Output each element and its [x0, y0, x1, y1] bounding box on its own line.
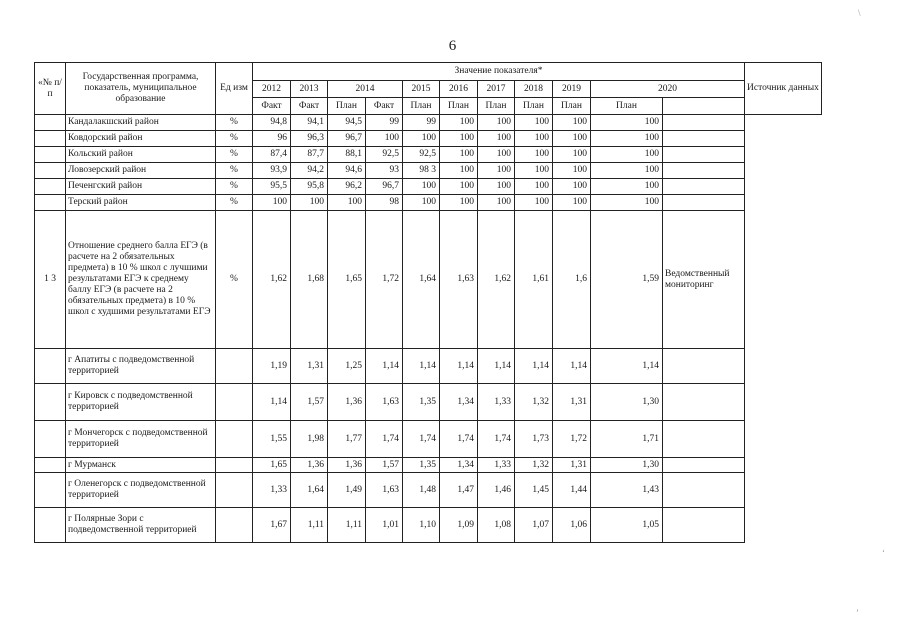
- row-num: [35, 421, 66, 458]
- row-value: 96,3: [291, 131, 328, 147]
- table-row: [35, 147, 822, 163]
- row-unit: %: [216, 131, 253, 147]
- row-name: Ловозерский район: [66, 163, 216, 179]
- row-name: г Полярные Зори с подведомственной территорией: [66, 508, 216, 543]
- row-value: 100: [515, 195, 553, 211]
- row-value: 1,14: [253, 384, 291, 421]
- table-row: [35, 384, 822, 421]
- row-value: 94,8: [253, 115, 291, 131]
- row-value: 1,31: [291, 349, 328, 384]
- header-num: «№ п/п: [35, 63, 66, 115]
- row-value: 1,74: [366, 421, 403, 458]
- row-value: 99: [366, 115, 403, 131]
- indicator-source: Ведомственный мониторинг: [663, 211, 745, 349]
- header-type: Факт: [253, 98, 291, 115]
- row-unit: [216, 473, 253, 508]
- indicator-value: 1,59: [591, 211, 663, 349]
- row-name: г Оленегорск с подведомственной территорией: [66, 473, 216, 508]
- row-value: 1,11: [328, 508, 366, 543]
- table-row: [35, 163, 822, 179]
- row-name: Кандалакшский район: [66, 115, 216, 131]
- indicator-value: 1,63: [440, 211, 478, 349]
- row-value: 100: [591, 195, 663, 211]
- row-value: 100: [403, 195, 440, 211]
- header-source: Источник данных: [745, 63, 822, 115]
- row-value: 1,73: [515, 421, 553, 458]
- row-source: [663, 458, 745, 473]
- row-value: 100: [291, 195, 328, 211]
- row-source: [663, 179, 745, 195]
- row-value: 1,32: [515, 384, 553, 421]
- row-value: 96,2: [328, 179, 366, 195]
- header-year: 2015: [403, 81, 440, 98]
- row-value: 1,98: [291, 421, 328, 458]
- row-value: 1,08: [478, 508, 515, 543]
- indicator-unit: %: [216, 211, 253, 349]
- row-value: 1,33: [478, 384, 515, 421]
- row-value: 94,5: [328, 115, 366, 131]
- header-type: План: [478, 98, 515, 115]
- header-year: 2018: [515, 81, 553, 98]
- row-unit: %: [216, 147, 253, 163]
- header-year: 2020: [591, 81, 745, 98]
- row-value: 95,8: [291, 179, 328, 195]
- page-number: 6: [448, 38, 457, 54]
- row-value: 1,05: [591, 508, 663, 543]
- row-num: [35, 163, 66, 179]
- row-value: 1,19: [253, 349, 291, 384]
- row-value: 1,67: [253, 508, 291, 543]
- row-unit: [216, 349, 253, 384]
- table-row: [35, 508, 822, 543]
- row-value: 1,01: [366, 508, 403, 543]
- row-value: 100: [366, 131, 403, 147]
- row-unit: [216, 508, 253, 543]
- row-value: 92,5: [403, 147, 440, 163]
- row-value: 100: [478, 131, 515, 147]
- header-type: План: [440, 98, 478, 115]
- row-unit: [216, 421, 253, 458]
- table-row: [35, 131, 822, 147]
- row-value: 100: [440, 179, 478, 195]
- row-unit: %: [216, 179, 253, 195]
- row-value: 96,7: [366, 179, 403, 195]
- row-value: 100: [253, 195, 291, 211]
- header-unit: Ед изм: [216, 63, 253, 115]
- row-value: 100: [515, 147, 553, 163]
- row-value: 100: [440, 115, 478, 131]
- row-value: 1,30: [591, 384, 663, 421]
- row-value: 96: [253, 131, 291, 147]
- row-value: 94,6: [328, 163, 366, 179]
- row-value: 1,72: [553, 421, 591, 458]
- row-unit: [216, 384, 253, 421]
- row-value: 100: [515, 131, 553, 147]
- row-source: [663, 195, 745, 211]
- row-value: 1,36: [291, 458, 328, 473]
- row-value: 1,32: [515, 458, 553, 473]
- indicator-value: 1,61: [515, 211, 553, 349]
- row-value: 1,34: [440, 384, 478, 421]
- row-value: 1,43: [591, 473, 663, 508]
- row-value: 88,1: [328, 147, 366, 163]
- row-value: 1,25: [328, 349, 366, 384]
- row-value: 94,1: [291, 115, 328, 131]
- indicator-value: 1,62: [253, 211, 291, 349]
- row-name: г Апатиты с подведомственной территорией: [66, 349, 216, 384]
- row-value: 1,07: [515, 508, 553, 543]
- row-value: 1,64: [291, 473, 328, 508]
- row-name: г Мончегорск с подведомственной территорией: [66, 421, 216, 458]
- row-value: 95,5: [253, 179, 291, 195]
- row-value: 1,44: [553, 473, 591, 508]
- row-value: 1,74: [403, 421, 440, 458]
- row-value: 100: [403, 179, 440, 195]
- indicator-value: 1,64: [403, 211, 440, 349]
- row-value: 100: [553, 147, 591, 163]
- row-value: 100: [515, 115, 553, 131]
- row-value: 99: [403, 115, 440, 131]
- scan-mark: ’: [856, 608, 859, 618]
- row-value: 1,35: [403, 458, 440, 473]
- indicator-table: [34, 62, 822, 543]
- table-row: [35, 115, 822, 131]
- row-value: 100: [591, 147, 663, 163]
- row-num: [35, 384, 66, 421]
- row-value: 1,31: [553, 384, 591, 421]
- row-value: 1,33: [478, 458, 515, 473]
- row-unit: %: [216, 115, 253, 131]
- row-value: 1,33: [253, 473, 291, 508]
- row-value: 94,2: [291, 163, 328, 179]
- indicator-value: 1,68: [291, 211, 328, 349]
- row-value: 1,10: [403, 508, 440, 543]
- header-type: План: [403, 98, 440, 115]
- scan-mark: ‘: [882, 548, 885, 558]
- indicator-value: 1,72: [366, 211, 403, 349]
- row-num: [35, 458, 66, 473]
- row-value: 1,36: [328, 384, 366, 421]
- row-value: 1,46: [478, 473, 515, 508]
- indicator-row: [35, 211, 822, 349]
- row-value: 100: [478, 115, 515, 131]
- row-unit: %: [216, 195, 253, 211]
- row-value: 100: [553, 163, 591, 179]
- row-value: 100: [515, 179, 553, 195]
- row-num: [35, 473, 66, 508]
- row-value: 93,9: [253, 163, 291, 179]
- row-value: 100: [515, 163, 553, 179]
- row-value: 93: [366, 163, 403, 179]
- row-value: 1,65: [253, 458, 291, 473]
- row-value: 1,63: [366, 473, 403, 508]
- row-value: 87,7: [291, 147, 328, 163]
- row-value: 92,5: [366, 147, 403, 163]
- row-value: 100: [478, 163, 515, 179]
- row-value: 1,36: [328, 458, 366, 473]
- table-row: [35, 195, 822, 211]
- row-num: [35, 131, 66, 147]
- header-year: 2016: [440, 81, 478, 98]
- row-num: [35, 349, 66, 384]
- indicator-name: Отношение среднего балла ЕГЭ (в расчете на 2 обязательных предмета) в 10 % школ с лучшими результатами ЕГЭ к среднему баллу ЕГЭ (в расчете на 2 обязательных предмета) в 10 % школ с худшими результатами ЕГЭ: [66, 211, 216, 349]
- row-value: 1,63: [366, 384, 403, 421]
- row-value: 100: [553, 179, 591, 195]
- row-value: 1,31: [553, 458, 591, 473]
- table-row: [35, 179, 822, 195]
- row-value: 1,57: [366, 458, 403, 473]
- header-year: 2013: [291, 81, 328, 98]
- row-value: 100: [440, 195, 478, 211]
- header-year: 2017: [478, 81, 515, 98]
- row-value: 1,14: [440, 349, 478, 384]
- table-row: [35, 473, 822, 508]
- row-source: [663, 508, 745, 543]
- row-num: [35, 508, 66, 543]
- row-value: 100: [478, 195, 515, 211]
- header-type: План: [553, 98, 591, 115]
- row-source: [663, 115, 745, 131]
- header-type: План: [591, 98, 663, 115]
- header-type: Факт: [366, 98, 403, 115]
- row-value: 1,30: [591, 458, 663, 473]
- row-source: [663, 147, 745, 163]
- row-source: [663, 421, 745, 458]
- row-value: 1,14: [553, 349, 591, 384]
- indicator-value: 1,62: [478, 211, 515, 349]
- row-value: 1,14: [591, 349, 663, 384]
- row-name: Ковдорский район: [66, 131, 216, 147]
- header-year: 2019: [553, 81, 591, 98]
- city-rows: [35, 349, 822, 543]
- row-num: [35, 115, 66, 131]
- row-value: 1,74: [440, 421, 478, 458]
- header-type: Факт: [291, 98, 328, 115]
- row-value: 1,57: [291, 384, 328, 421]
- row-value: 100: [553, 195, 591, 211]
- row-value: 1,14: [478, 349, 515, 384]
- row-source: [663, 473, 745, 508]
- row-value: 96,7: [328, 131, 366, 147]
- row-unit: [216, 458, 253, 473]
- row-name: Печенгский район: [66, 179, 216, 195]
- row-source: [663, 131, 745, 147]
- header-type: План: [328, 98, 366, 115]
- row-value: 1,06: [553, 508, 591, 543]
- indicator-value: 1,65: [328, 211, 366, 349]
- row-source: [663, 349, 745, 384]
- header-year: 2014: [328, 81, 403, 98]
- header-program: Государственная программа, показатель, муниципальное образование: [66, 63, 216, 115]
- row-value: 100: [591, 131, 663, 147]
- table-header: [35, 63, 822, 115]
- header-type: План: [515, 98, 553, 115]
- row-value: 1,74: [478, 421, 515, 458]
- row-value: 1,77: [328, 421, 366, 458]
- row-value: 100: [478, 179, 515, 195]
- table-row: [35, 421, 822, 458]
- row-value: 100: [440, 163, 478, 179]
- row-value: 1,34: [440, 458, 478, 473]
- row-name: г Мурманск: [66, 458, 216, 473]
- row-value: 1,45: [515, 473, 553, 508]
- row-value: 98 3: [403, 163, 440, 179]
- row-value: 1,09: [440, 508, 478, 543]
- row-value: 1,55: [253, 421, 291, 458]
- district-rows: [35, 115, 822, 211]
- row-unit: %: [216, 163, 253, 179]
- table-row: [35, 349, 822, 384]
- row-value: 100: [440, 131, 478, 147]
- row-value: 100: [553, 131, 591, 147]
- row-value: 100: [591, 115, 663, 131]
- row-source: [663, 163, 745, 179]
- row-value: 1,49: [328, 473, 366, 508]
- scan-mark: \: [858, 8, 861, 18]
- row-value: 1,11: [291, 508, 328, 543]
- indicator-num: 1 3: [35, 211, 66, 349]
- row-name: Терский район: [66, 195, 216, 211]
- indicator-value: 1,6: [553, 211, 591, 349]
- indicator-block: [35, 211, 822, 349]
- row-value: 1,14: [403, 349, 440, 384]
- row-value: 100: [403, 131, 440, 147]
- row-value: 1,14: [366, 349, 403, 384]
- row-value: 100: [553, 115, 591, 131]
- header-year: 2012: [253, 81, 291, 98]
- row-num: [35, 179, 66, 195]
- row-value: 1,47: [440, 473, 478, 508]
- row-value: 100: [328, 195, 366, 211]
- row-source: [663, 384, 745, 421]
- row-num: [35, 195, 66, 211]
- row-value: 1,35: [403, 384, 440, 421]
- table-row: [35, 458, 822, 473]
- header-values-title: Значение показателя*: [253, 63, 745, 81]
- row-value: 98: [366, 195, 403, 211]
- row-value: 100: [591, 163, 663, 179]
- row-value: 1,14: [515, 349, 553, 384]
- row-value: 1,71: [591, 421, 663, 458]
- row-value: 1,48: [403, 473, 440, 508]
- row-value: 100: [591, 179, 663, 195]
- row-value: 87,4: [253, 147, 291, 163]
- row-name: Кольский район: [66, 147, 216, 163]
- row-value: 100: [440, 147, 478, 163]
- row-num: [35, 147, 66, 163]
- row-value: 100: [478, 147, 515, 163]
- row-name: г Кировск с подведомственной территорией: [66, 384, 216, 421]
